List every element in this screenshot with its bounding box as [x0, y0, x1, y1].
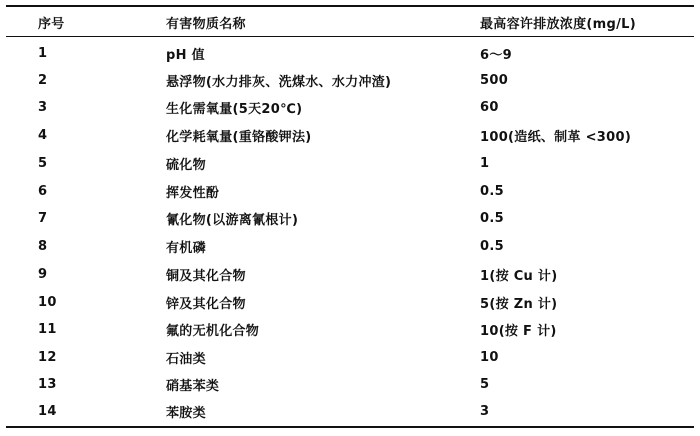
- row-serial-number: 3: [38, 100, 48, 115]
- row-substance-name: 石油类: [166, 352, 206, 367]
- table-header-rule: [6, 36, 694, 37]
- row-max-concentration: 100(造纸、制革 <300): [480, 130, 632, 145]
- row-serial-number: 6: [38, 184, 48, 199]
- row-serial-number: 14: [38, 404, 57, 419]
- row-serial-number: 8: [38, 239, 48, 254]
- table-row: [6, 371, 694, 398]
- row-serial-number: 13: [38, 377, 57, 392]
- row-substance-name: 有机磷: [166, 241, 206, 256]
- row-substance-name: 氰化物(以游离氰根计): [166, 213, 299, 228]
- table-row: [6, 94, 694, 121]
- row-serial-number: 1: [38, 46, 48, 61]
- row-substance-name: 化学耗氧量(重铬酸钾法): [166, 130, 312, 145]
- table-row: [6, 122, 694, 149]
- table-row: [6, 261, 694, 288]
- row-max-concentration: 0.5: [480, 211, 504, 226]
- row-max-concentration: 6～9: [480, 48, 512, 63]
- row-max-concentration: 1(按 Cu 计): [480, 269, 558, 284]
- table-header-row: [6, 8, 694, 36]
- table-bottom-rule: [6, 426, 694, 428]
- row-substance-name: 挥发性酚: [166, 186, 220, 201]
- table-row: [6, 150, 694, 177]
- table-row: [6, 398, 694, 425]
- row-serial-number: 10: [38, 295, 57, 310]
- row-max-concentration: 60: [480, 100, 499, 115]
- row-substance-name: 悬浮物(水力排灰、洗煤水、水力冲渣): [166, 75, 392, 90]
- row-max-concentration: 3: [480, 404, 490, 419]
- row-max-concentration: 5: [480, 377, 490, 392]
- row-substance-name: 氟的无机化合物: [166, 324, 260, 339]
- row-substance-name: 铜及其化合物: [166, 269, 246, 284]
- row-max-concentration: 10(按 F 计): [480, 324, 557, 339]
- row-max-concentration: 1: [480, 156, 490, 171]
- row-serial-number: 2: [38, 73, 48, 88]
- row-serial-number: 5: [38, 156, 48, 171]
- table-row: [6, 344, 694, 371]
- row-substance-name: 锌及其化合物: [166, 297, 246, 312]
- row-substance-name: 生化需氧量(5天20℃): [166, 102, 303, 117]
- row-serial-number: 11: [38, 322, 57, 337]
- row-substance-name: pH 值: [166, 48, 205, 63]
- table-row: [6, 178, 694, 205]
- row-substance-name: 硝基苯类: [166, 379, 220, 394]
- row-serial-number: 4: [38, 128, 48, 143]
- header-serial-number: 序号: [38, 16, 65, 32]
- row-serial-number: 7: [38, 211, 48, 226]
- row-substance-name: 硫化物: [166, 158, 206, 173]
- row-serial-number: 9: [38, 267, 48, 282]
- table-row: [6, 205, 694, 232]
- header-max-concentration: 最高容许排放浓度(mg/L): [480, 16, 636, 32]
- row-max-concentration: 5(按 Zn 计): [480, 297, 558, 312]
- row-max-concentration: 0.5: [480, 239, 504, 254]
- row-max-concentration: 0.5: [480, 184, 504, 199]
- table-row: [6, 67, 694, 94]
- row-substance-name: 苯胺类: [166, 406, 206, 421]
- table-top-rule: [6, 5, 694, 7]
- table-row: [6, 316, 694, 343]
- row-max-concentration: 500: [480, 73, 509, 88]
- row-max-concentration: 10: [480, 350, 499, 365]
- row-serial-number: 12: [38, 350, 57, 365]
- table-row: [6, 289, 694, 316]
- table-row: [6, 233, 694, 260]
- header-substance-name: 有害物质名称: [166, 16, 246, 32]
- table-row: [6, 40, 694, 67]
